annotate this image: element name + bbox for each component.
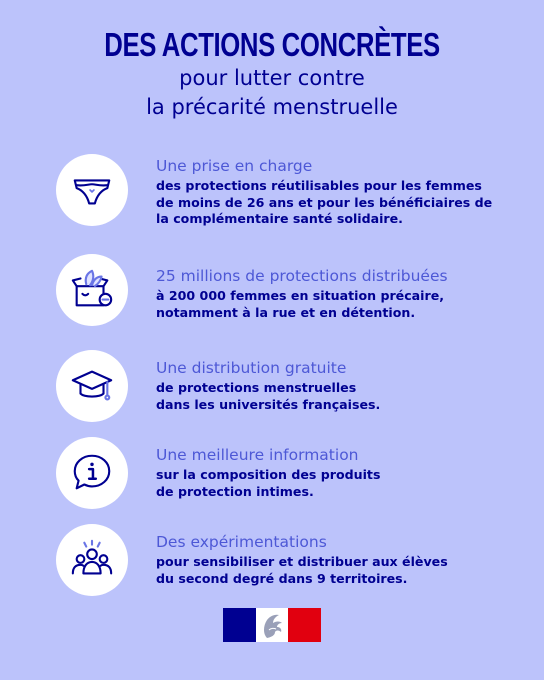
item-description	[156, 554, 506, 587]
item-text	[156, 266, 506, 321]
action-item-distributed-protections	[0, 254, 544, 334]
item-title: Une prise en charge	[156, 157, 313, 175]
desc-line: sur la composition des produits	[156, 467, 381, 482]
item-title: 25 millions de protections distribuées	[156, 267, 448, 285]
underwear-icon	[69, 167, 115, 213]
desc-line: à 200 000 femmes en situation précaire,	[156, 288, 445, 303]
icon-circle	[56, 154, 128, 226]
desc-line: dans les universités françaises.	[156, 396, 381, 412]
page-title: DES ACTIONS CONCRÈTES	[104, 26, 440, 63]
item-description	[156, 467, 506, 500]
icon-circle	[56, 350, 128, 422]
info-bubble-icon	[69, 450, 115, 496]
icon-circle	[56, 254, 128, 326]
item-text	[156, 358, 506, 413]
action-item-reusable-protections	[0, 150, 544, 230]
desc-line: du second degré dans 9 territoires.	[156, 570, 408, 586]
item-description	[156, 178, 506, 228]
subtitle-line-1: pour lutter contre	[179, 66, 365, 90]
header	[0, 26, 544, 122]
item-description	[156, 380, 506, 413]
item-title: Une meilleure information	[156, 446, 359, 464]
item-text	[156, 445, 506, 500]
desc-line: notamment à la rue et en détention.	[156, 304, 416, 320]
desc-line: de moins de 26 ans et pour les bénéficiaires de	[156, 194, 493, 210]
graduation-cap-icon	[69, 363, 115, 409]
marianne-icon	[223, 608, 321, 642]
desc-line: la complémentaire santé solidaire.	[156, 211, 403, 226]
desc-line: de protections menstruelles	[156, 380, 357, 395]
action-item-free-distribution	[0, 348, 544, 428]
desc-line: de protection intimes.	[156, 483, 314, 499]
desc-line: pour sensibiliser et distribuer aux élèves	[156, 554, 448, 569]
icon-circle	[56, 437, 128, 509]
item-description	[156, 288, 506, 321]
item-title: Des expérimentations	[156, 533, 327, 551]
item-title: Une distribution gratuite	[156, 359, 347, 377]
item-text	[156, 156, 506, 228]
french-government-logo	[223, 608, 321, 642]
item-text	[156, 532, 506, 587]
box-of-protections-icon	[69, 267, 115, 313]
desc-line: des protections réutilisables pour les femmes	[156, 178, 482, 193]
action-item-better-information	[0, 435, 544, 515]
subtitle-line-2: la précarité menstruelle	[146, 95, 398, 119]
action-item-experiments	[0, 522, 544, 602]
group-of-people-icon	[69, 537, 115, 583]
icon-circle	[56, 524, 128, 596]
